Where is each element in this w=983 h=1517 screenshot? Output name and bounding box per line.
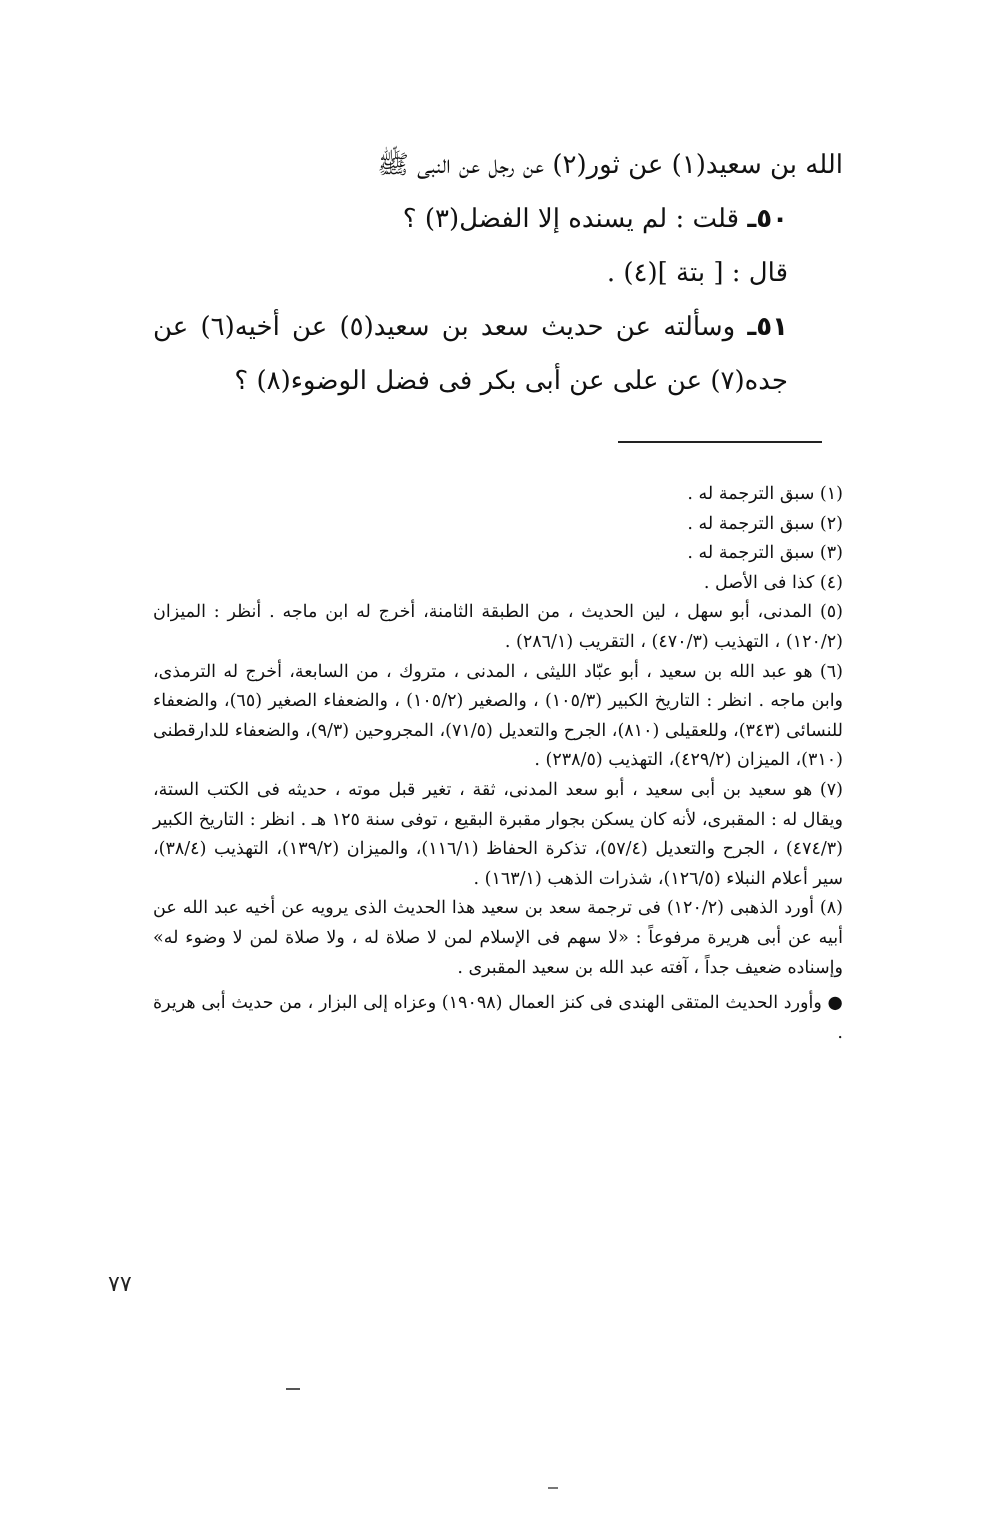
footnote-3: (٣) سبق الترجمة له .	[687, 543, 843, 564]
question-50-number: ٥٠ـ	[747, 204, 788, 234]
footnote-5: (٥) المدنى، أبو سهل ، لين الحديث ، من الطبقة الثامنة، أخرج له ابن ماجه . أنظر : الميزان (١٢٠/٢) ، التهذيب (٤٧٠/٣) ، التقريب (٢٨٦/١) .	[153, 602, 843, 652]
scan-speck	[286, 1388, 300, 1390]
footnote-4: (٤) كذا فى الأصل .	[703, 572, 843, 593]
question-50	[153, 192, 843, 246]
question-51-text: وسألته عن حديث سعد بن سعيد(٥) عن أخيه(٦) عن جده(٧) عن على عن أبى بكر فى فضل الوضوء(٨) ؟	[153, 312, 788, 396]
continuation-line: الله بن سعيد(١) عن ثور(٢) عن رجل عن النبى ﷺ	[377, 150, 843, 180]
footnote-7: (٧) هو سعيد بن أبى سعيد ، أبو سعد المدنى، ثقة ، تغير قبل موته ، حديثه فى الكتب الستة، ويقال له : المقبرى، لأنه كان يسكن بجوار مقبرة البقيع ، توفى سنة ١٢٥ هـ . انظر : التاريخ الكبير (٤٧٤/٣) ، الجرح والتعديل (٥٧/٤)، تذكرة الحفاظ (١١٦/١)، والميزان (١٣٩/٢)، التهذيب (٣٨/٤)، سير أعلام النبلاء (١٢٦/٥)، شذرات الذهب (١٦٣/١) .	[153, 779, 843, 889]
question-51	[153, 300, 843, 408]
footnote-1: (١) سبق الترجمة له .	[687, 484, 843, 504]
scan-speck	[548, 1487, 558, 1489]
answer-50: قال : [ بتة ](٤) .	[606, 258, 788, 288]
footnote-divider	[618, 441, 822, 443]
main-text	[153, 138, 843, 408]
page-number: ٧٧	[108, 1272, 132, 1297]
footnote-8: (٨) أورد الذهبى (١٢٠/٢) فى ترجمة سعد بن سعيد هذا الحديث الذى يرويه عن أخيه عبد الله عن أبيه عن أبى هريرة مرفوعاً : «لا سهم فى الإسلام لمن لا صلاة له ، ولا صلاة لمن لا وضوء له» وإسناده ضعيف جداً ، آفته عبد الله بن سعيد المقبرى .	[153, 898, 843, 978]
footnote-2: (٢) سبق الترجمة له .	[687, 513, 843, 534]
extra-note: ● وأورد الحديث المتقى الهندى فى كنز العمال (١٩٠٩٨) وعزاه إلى البزار ، من حديث أبى هريرة .	[153, 993, 843, 1043]
question-50-text: قلت : لم يسنده إلا الفضل(٣) ؟	[402, 204, 740, 234]
footnote-6: (٦) هو عبد الله بن سعيد ، أبو عبّاد الليثى ، المدنى ، متروك ، من السابعة، أخرج له الترمذى، وابن ماجه . انظر : التاريخ الكبير (١٠٥/٣) ، والصغير (١٠٥/٢) ، والضعفاء الصغير (٦٥)، والضعفاء للنسائى (٣٤٣)، وللعقيلى (٨١٠)، الجرح والتعديل (٧١/٥)، المجروحين (٩/٣)، والضعفاء للدارقطنى (٣١٠)، الميزان (٤٢٩/٢)، التهذيب (٢٣٨/٥) .	[153, 661, 844, 771]
question-51-number: ٥١ـ	[747, 312, 789, 342]
footnotes	[153, 480, 843, 1048]
